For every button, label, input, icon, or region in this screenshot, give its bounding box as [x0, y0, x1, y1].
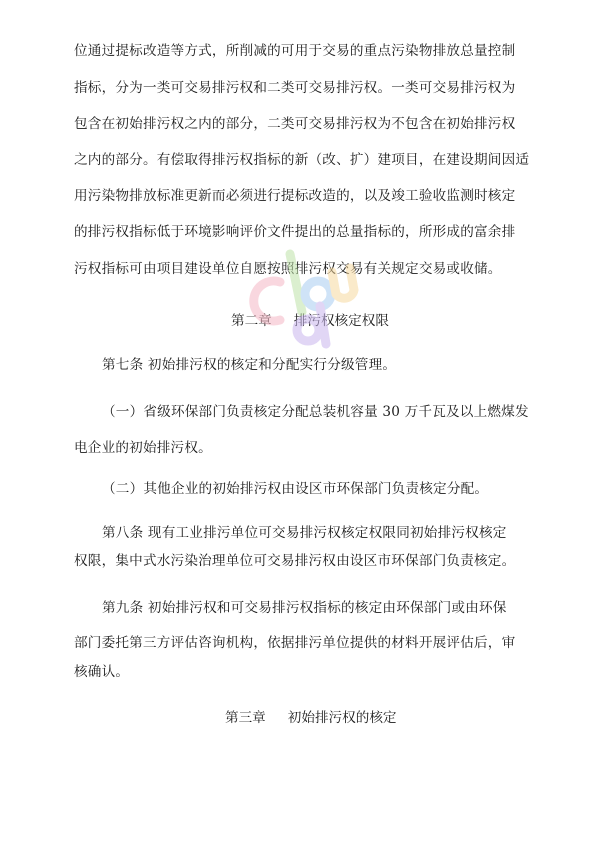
- text-line: 核确认。: [74, 664, 130, 680]
- text-line: 之内的部分。有偿取得排污权指标的新（改、扩）建项目，在建设期间因适: [74, 152, 530, 168]
- text-line: 电企业的初始排污权。: [74, 440, 212, 456]
- chapter-heading: [225, 710, 397, 726]
- text-line: 污权指标可由项目建设单位自愿按照排污权交易有关规定交易或收储。: [74, 261, 502, 277]
- text-line: 指标，分为一类可交易排污权和二类可交易排污权。一类可交易排污权为: [74, 80, 516, 96]
- text-line: 用污染物排放标准更新而必须进行提标改造的，以及竣工验收监测时核定: [74, 188, 516, 204]
- text-line: 部门委托第三方评估咨询机构，依据排污单位提供的材料开展评估后，审: [74, 635, 516, 651]
- text-line: 第八条 现有工业排污单位可交易排污权核定权限同初始排污权核定: [102, 525, 507, 541]
- text-line: （一）省级环保部门负责核定分配总装机容量 30 万千瓦及以上燃煤发: [102, 404, 529, 420]
- chapter-title: 排污权核定权限: [293, 313, 389, 329]
- cloud-watermark-logo: [240, 232, 370, 362]
- text-line: 第九条 初始排污权和可交易排污权指标的核定由环保部门或由环保: [102, 600, 507, 616]
- text-line: 第七条 初始排污权的核定和分配实行分级管理。: [102, 357, 397, 373]
- text-line: 包含在初始排污权之内的部分，二类可交易排污权为不包含在初始排污权: [74, 116, 516, 132]
- chapter-number: 第三章: [225, 710, 266, 726]
- chapter-title: 初始排污权的核定: [287, 710, 397, 726]
- text-line: 权限，集中式水污染治理单位可交易排污权由设区市环保部门负责核定。: [74, 553, 516, 569]
- text-line: 位通过提标改造等方式，所削减的可用于交易的重点污染物排放总量控制: [74, 43, 516, 59]
- chapter-number: 第二章: [231, 313, 272, 329]
- text-line: （二）其他企业的初始排污权由设区市环保部门负责核定分配。: [102, 481, 489, 497]
- text-line: 的排污权指标低于环境影响评价文件提出的总量指标的，所形成的富余排: [74, 224, 516, 240]
